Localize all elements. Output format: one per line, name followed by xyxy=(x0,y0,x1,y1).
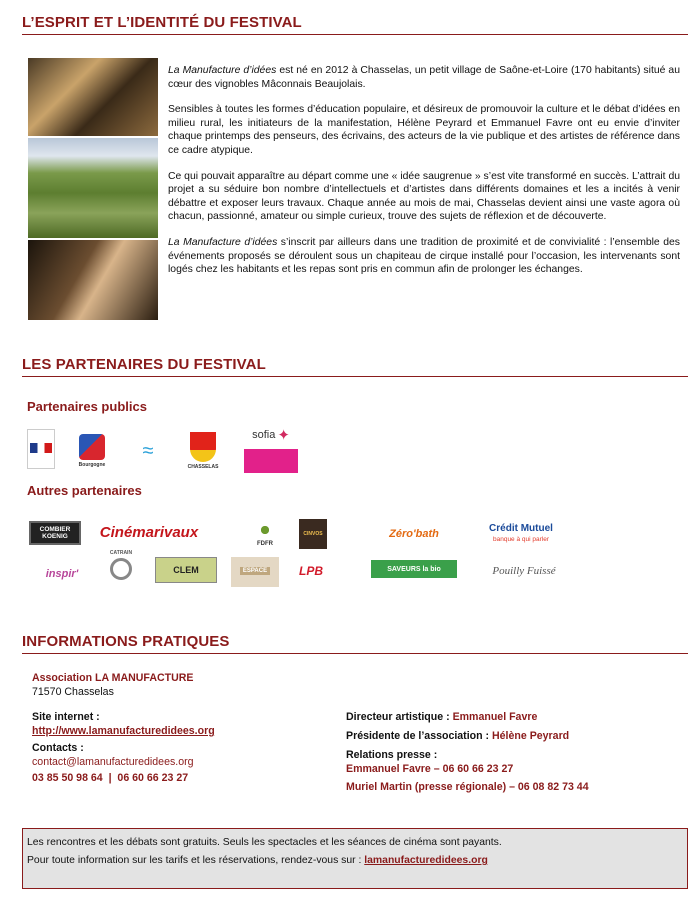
paragraph-4 xyxy=(168,236,680,277)
sofia-logo xyxy=(242,424,300,446)
fdfr-label: FDFR xyxy=(257,541,273,547)
paragraph-2: Sensibles à toutes les formes d’éducation populaire, et désireux de promouvoir la culture et le débat d’idées en milieu rural, les initiateurs de la manifestation, Hélène Peyrard et Emmanuel Favre ont eu envie d’inviter chaque printemps des penseurs, des écrivains, des acteurs de la vie publique et des artistes de référence dans ce cadre atypique. xyxy=(168,104,680,156)
catrain-label: CATRAIN xyxy=(109,550,133,556)
copie-privee-logo xyxy=(244,449,298,473)
chasselas-logo xyxy=(184,429,222,473)
clem-label: CLEM xyxy=(173,565,199,575)
catrain-logo xyxy=(103,548,139,584)
speaker-photo xyxy=(28,240,158,320)
footer-line-1: Les rencontres et les débats sont gratuits. Seuls les spectacles et les séances de cinéma sont payants. xyxy=(27,837,502,848)
photo-collage xyxy=(28,58,158,320)
other-partners-title: Autres partenaires xyxy=(27,483,142,498)
credit-mutuel-logo xyxy=(478,522,564,546)
zerobath-logo: Zéro'bath xyxy=(389,528,439,540)
bourgogne-icon xyxy=(79,434,105,460)
director-label: Directeur artistique : xyxy=(346,711,453,723)
bourgogne-label: Bourgogne xyxy=(78,462,106,468)
president-label: Présidente de l’association : xyxy=(346,730,493,742)
catrain-icon xyxy=(110,558,132,580)
paragraph-3: Ce qui pouvait apparaître au départ comme une « idée saugrenue » s’est vite transformé en succès. L’attrait du projet a su séduire bon nombre d’intellectuels et d’artistes dans différents domaines et les a incités à venir débattre et exposer leurs travaux. Chaque année au mois de mai, Chasselas devient ainsi une vaste agora où chacun, passionné, amateur ou simple curieux, trouve des sujets de réflexion et de découverte. xyxy=(168,170,680,223)
festival-description xyxy=(168,64,680,289)
phone-numbers: 03 85 50 98 64 | 06 60 66 23 27 xyxy=(32,772,189,784)
press-label: Relations presse : xyxy=(346,749,438,761)
contacts-label: Contacts : xyxy=(32,742,84,754)
saveurs-logo: SAVEURS la bio xyxy=(371,560,457,578)
footer-notice xyxy=(22,828,688,889)
combier-koenig-logo: COMBIER KOENIG xyxy=(29,521,81,545)
bourgogne-logo xyxy=(77,432,107,470)
fdfr-icon xyxy=(255,521,275,539)
contact-column xyxy=(32,710,302,785)
paragraph-1-text: est né en 2012 à Chasselas, un petit village de Saône-et-Loire (170 habitants) situé au cœur des vignobles Mâconnais Beaujolais. xyxy=(168,65,680,90)
lpb-label: LPB xyxy=(299,564,323,578)
people-column xyxy=(346,710,676,794)
clem-logo xyxy=(155,557,217,583)
sofia-label: sofia xyxy=(252,429,276,441)
pouilly-fuisse-logo: Pouilly Fuissé xyxy=(492,565,556,577)
footer-site-link[interactable]: lamanufacturedidees.org xyxy=(364,855,488,866)
site-link[interactable]: http://www.lamanufacturedidees.org xyxy=(32,725,215,737)
lpb-logo xyxy=(293,556,329,586)
credit-mutuel-label: Crédit Mutuel xyxy=(489,523,553,534)
association-name: Association LA MANUFACTURE xyxy=(32,672,194,684)
section-title-partenaires: LES PARTENAIRES DU FESTIVAL xyxy=(22,356,688,377)
credit-mutuel-slogan: banque à qui parler xyxy=(492,536,549,543)
cinvos-logo: CINVOS xyxy=(299,519,327,549)
festival-name: La Manufacture d’idées xyxy=(168,236,278,248)
contact-email-link[interactable]: contact@lamanufacturedidees.org xyxy=(32,756,194,768)
shield-icon xyxy=(190,432,216,462)
president-value: Hélène Peyrard xyxy=(492,730,570,742)
president-row xyxy=(346,729,676,743)
director-row xyxy=(346,710,676,724)
paragraph-1 xyxy=(168,64,680,91)
association-address xyxy=(32,671,193,699)
paragraph-4-text: s’inscrit par ailleurs dans une tradition de proximité et de convivialité : l’ensemble des événements proposés se déroulent sous un chapiteau de cirque installé pour l’occasion, les intervenants sont logés chez les habitants et les repas sont pris en commun afin de prolonger les échanges. xyxy=(168,236,680,276)
association-city: 71570 Chasselas xyxy=(32,686,114,698)
sofia-icon: ✦ xyxy=(277,427,290,444)
section-title-informations: INFORMATIONS PRATIQUES xyxy=(22,633,688,654)
cinemarivaux-logo: Cinémarivaux xyxy=(99,523,199,541)
chasselas-label: CHASSELAS xyxy=(187,464,219,470)
section-title-esprit: L’ESPRIT ET L’IDENTITÉ DU FESTIVAL xyxy=(22,14,688,35)
espace-label: ESPACE xyxy=(240,567,270,575)
public-partners-title: Partenaires publics xyxy=(27,399,147,414)
footer-line-2 xyxy=(27,852,683,870)
press-contact-2: Muriel Martin (presse régionale) – 06 08 82 73 44 xyxy=(346,781,589,793)
director-value: Emmanuel Favre xyxy=(452,711,538,723)
inspir-logo: inspir' xyxy=(45,568,79,580)
espace-logo xyxy=(231,557,279,587)
site-label: Site internet : xyxy=(32,711,100,723)
festival-name: La Manufacture d’idées xyxy=(168,65,277,76)
press-contact-1: Emmanuel Favre – 06 60 66 23 27 xyxy=(346,763,514,775)
audience-photo xyxy=(28,58,158,136)
saone-et-loire-icon: ≈ xyxy=(142,440,154,462)
footer-line-2-text: Pour toute information sur les tarifs et les réservations, rendez-vous sur : xyxy=(27,855,365,866)
fdfr-logo xyxy=(240,517,290,551)
republique-francaise-logo xyxy=(27,429,55,469)
vineyard-photo xyxy=(28,138,158,238)
flag-icon xyxy=(30,443,52,453)
saone-et-loire-logo xyxy=(130,434,166,468)
